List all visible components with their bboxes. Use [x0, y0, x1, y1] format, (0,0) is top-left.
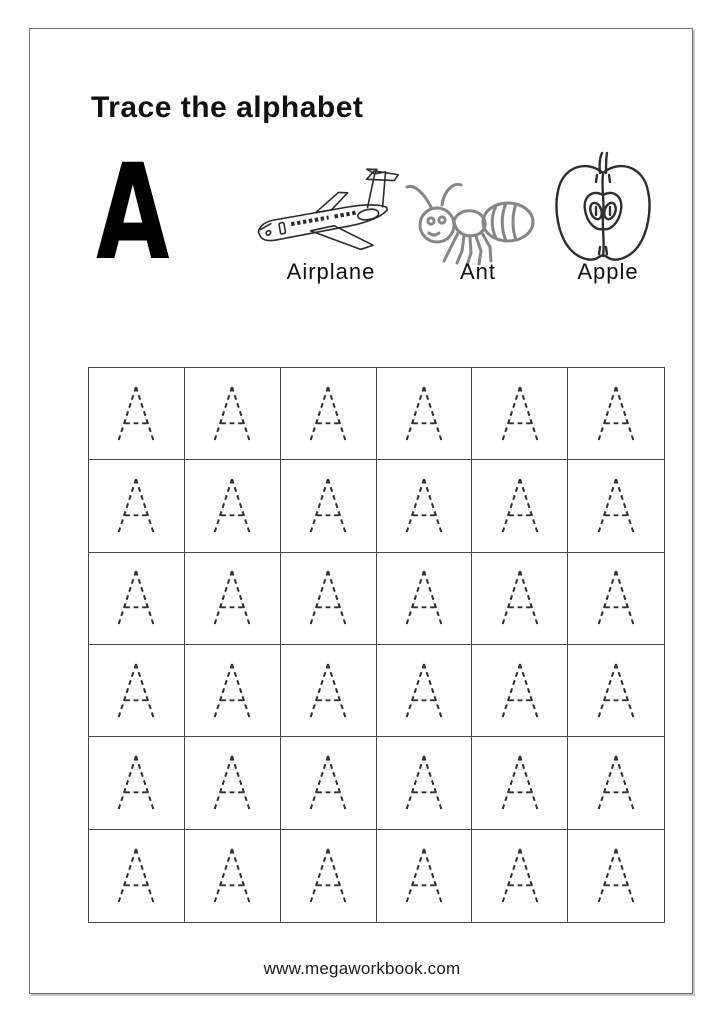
trace-cell [568, 830, 664, 922]
page-border [29, 28, 693, 994]
dashed-letter-a-icon [209, 385, 255, 443]
trace-cell [281, 553, 377, 645]
trace-cell [568, 553, 664, 645]
dashed-letter-a-icon [305, 477, 351, 535]
dashed-letter-a-icon [593, 847, 639, 905]
example-label-airplane: Airplane [286, 259, 376, 284]
dashed-letter-a-icon [209, 662, 255, 720]
dashed-letter-a-icon [305, 847, 351, 905]
dashed-letter-a-icon [593, 662, 639, 720]
dashed-letter-a-icon [305, 662, 351, 720]
trace-cell [89, 368, 185, 460]
trace-cell [281, 460, 377, 552]
airplane-icon [251, 165, 401, 270]
dashed-letter-a-icon [593, 477, 639, 535]
dashed-letter-a-icon [593, 569, 639, 627]
dashed-letter-a-icon [497, 847, 543, 905]
practice-letter: A [96, 136, 170, 290]
trace-cell [185, 368, 281, 460]
dashed-letter-a-icon [401, 385, 447, 443]
trace-cell [281, 368, 377, 460]
trace-cell [89, 460, 185, 552]
dashed-letter-a-icon [113, 385, 159, 443]
page-title: Trace the alphabet [91, 91, 364, 124]
dashed-letter-a-icon [113, 754, 159, 812]
trace-grid [88, 367, 665, 923]
trace-cell [89, 830, 185, 922]
trace-cell [377, 737, 473, 829]
dashed-letter-a-icon [113, 569, 159, 627]
dashed-letter-a-icon [497, 477, 543, 535]
dashed-letter-a-icon [497, 385, 543, 443]
trace-cell [281, 645, 377, 737]
dashed-letter-a-icon [113, 477, 159, 535]
dashed-letter-a-icon [209, 754, 255, 812]
trace-cell [472, 553, 568, 645]
dashed-letter-a-icon [209, 847, 255, 905]
trace-cell [472, 460, 568, 552]
dashed-letter-a-icon [209, 569, 255, 627]
dashed-letter-a-icon [305, 754, 351, 812]
trace-cell [568, 645, 664, 737]
dashed-letter-a-icon [593, 754, 639, 812]
trace-cell [377, 460, 473, 552]
trace-cell [185, 553, 281, 645]
dashed-letter-a-icon [401, 569, 447, 627]
dashed-letter-a-icon [209, 477, 255, 535]
dashed-letter-a-icon [305, 569, 351, 627]
dashed-letter-a-icon [401, 754, 447, 812]
trace-cell [377, 553, 473, 645]
trace-cell [568, 368, 664, 460]
trace-cell [472, 645, 568, 737]
example-label-ant: Ant [459, 259, 497, 284]
dashed-letter-a-icon [113, 662, 159, 720]
trace-cell [472, 737, 568, 829]
footer-url: www.megaworkbook.com [263, 959, 461, 978]
dashed-letter-a-icon [305, 385, 351, 443]
trace-cell [185, 830, 281, 922]
trace-cell [89, 645, 185, 737]
example-label-apple: Apple [577, 259, 639, 284]
dashed-letter-a-icon [113, 847, 159, 905]
trace-cell [377, 645, 473, 737]
trace-cell [185, 645, 281, 737]
trace-cell [281, 830, 377, 922]
trace-cell [472, 830, 568, 922]
dashed-letter-a-icon [401, 477, 447, 535]
dashed-letter-a-icon [497, 662, 543, 720]
dashed-letter-a-icon [401, 662, 447, 720]
dashed-letter-a-icon [497, 754, 543, 812]
trace-cell [281, 737, 377, 829]
dashed-letter-a-icon [401, 847, 447, 905]
trace-cell [185, 737, 281, 829]
trace-cell [185, 460, 281, 552]
dashed-letter-a-icon [593, 385, 639, 443]
trace-cell [377, 368, 473, 460]
trace-cell [89, 737, 185, 829]
dashed-letter-a-icon [497, 569, 543, 627]
trace-cell [472, 368, 568, 460]
trace-cell [568, 460, 664, 552]
trace-cell [377, 830, 473, 922]
trace-cell [568, 737, 664, 829]
trace-cell [89, 553, 185, 645]
